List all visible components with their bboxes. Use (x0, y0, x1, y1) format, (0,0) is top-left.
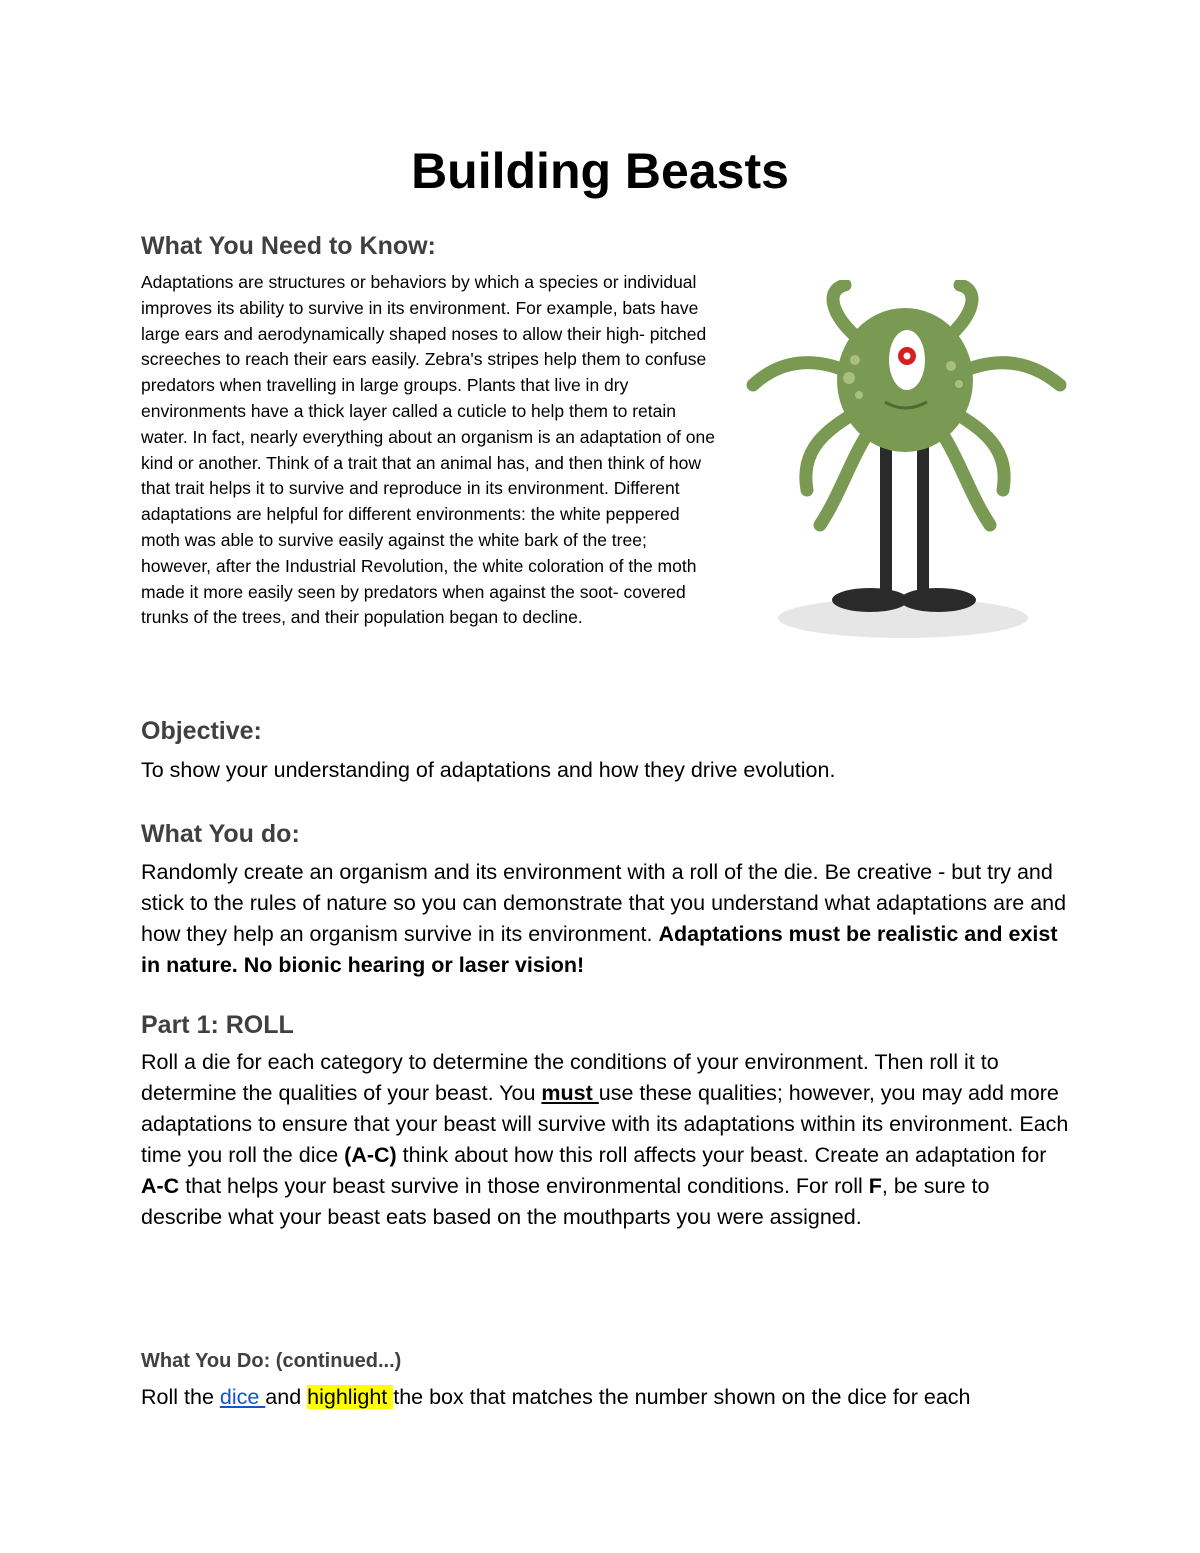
need-to-know-heading: What You Need to Know: (141, 232, 436, 260)
part1-text-4: that helps your beast survive in those environmental conditions. For roll (179, 1174, 869, 1198)
objective-text: To show your understanding of adaptations and how they drive evolution. (141, 758, 836, 782)
continued-heading: What You Do: (continued...) (141, 1350, 402, 1372)
what-you-do-paragraph (141, 857, 1071, 981)
green-one-eyed-monster-icon (745, 280, 1070, 645)
part1-text-1: Roll a die for each category to determine the conditions of your environment. Then roll it to determine the qualities of your beast. You (141, 1050, 999, 1105)
part1-f: F (868, 1174, 882, 1198)
objective-heading: Objective: (141, 717, 262, 745)
part1-paragraph (141, 1047, 1071, 1233)
dice-link[interactable]: dice (219, 1385, 266, 1409)
highlight-word: highlight (307, 1385, 394, 1409)
what-you-do-heading: What You do: (141, 820, 300, 848)
continued-paragraph (141, 1382, 1071, 1413)
continued-text-1: Roll the (141, 1385, 220, 1409)
part1-ac: A-C (141, 1174, 180, 1198)
need-to-know-paragraph: Adaptations are structures or behaviors by which a species or individual improves its ability to survive in its environment. For example, bats have large ears and aerodynamically shaped noses to allow their high- pitched screeches to reach their ears easily. Zebra's stripes help them to confuse predators when travelling in large groups. Plants that live in dry environments have a thick layer called a cuticle to help them to retain water. In fact, nearly everything about an organism is an adaptation of one kind or another. Think of a trait that an animal has, and then think of how that trait helps it to survive and reproduce in its environment. Different adaptations are helpful for different environments: the white peppered moth was able to survive easily against the white bark of the tree; however, after the Industrial Revolution, the white coloration of the moth made it more easily seen by predators when against the soot- covered trunks of the trees, and their population began to decline. (141, 272, 715, 628)
part1-heading: Part 1: ROLL (141, 1011, 294, 1039)
part1-ac-paren: (A-C) (344, 1143, 397, 1167)
continued-text-2: and (265, 1385, 308, 1409)
what-you-do-bold-text: Adaptations must be realistic and exist in nature. No bionic hearing or laser vision! (141, 922, 1058, 977)
part1-text-2: use these qualities; however, you may add more adaptations to ensure that your beast will survive with its adaptations within its environment. Each time you roll the dice (141, 1081, 1069, 1167)
part1-text-3: think about how this roll affects your beast. Create an adaptation for (396, 1143, 1047, 1167)
continued-text-3: the box that matches the number shown on the dice for each (393, 1385, 971, 1409)
part1-must: must (541, 1081, 599, 1105)
page-title: Building Beasts (411, 143, 789, 199)
what-you-do-text: Randomly create an organism and its environment with a roll of the die. Be creative - but try and stick to the rules of nature so you can demonstrate that you understand what adaptations are and how they help an organism survive in its environment. (141, 860, 1067, 946)
part1-text-5: , be sure to describe what your beast eats based on the mouthparts you were assigned. (141, 1174, 990, 1229)
